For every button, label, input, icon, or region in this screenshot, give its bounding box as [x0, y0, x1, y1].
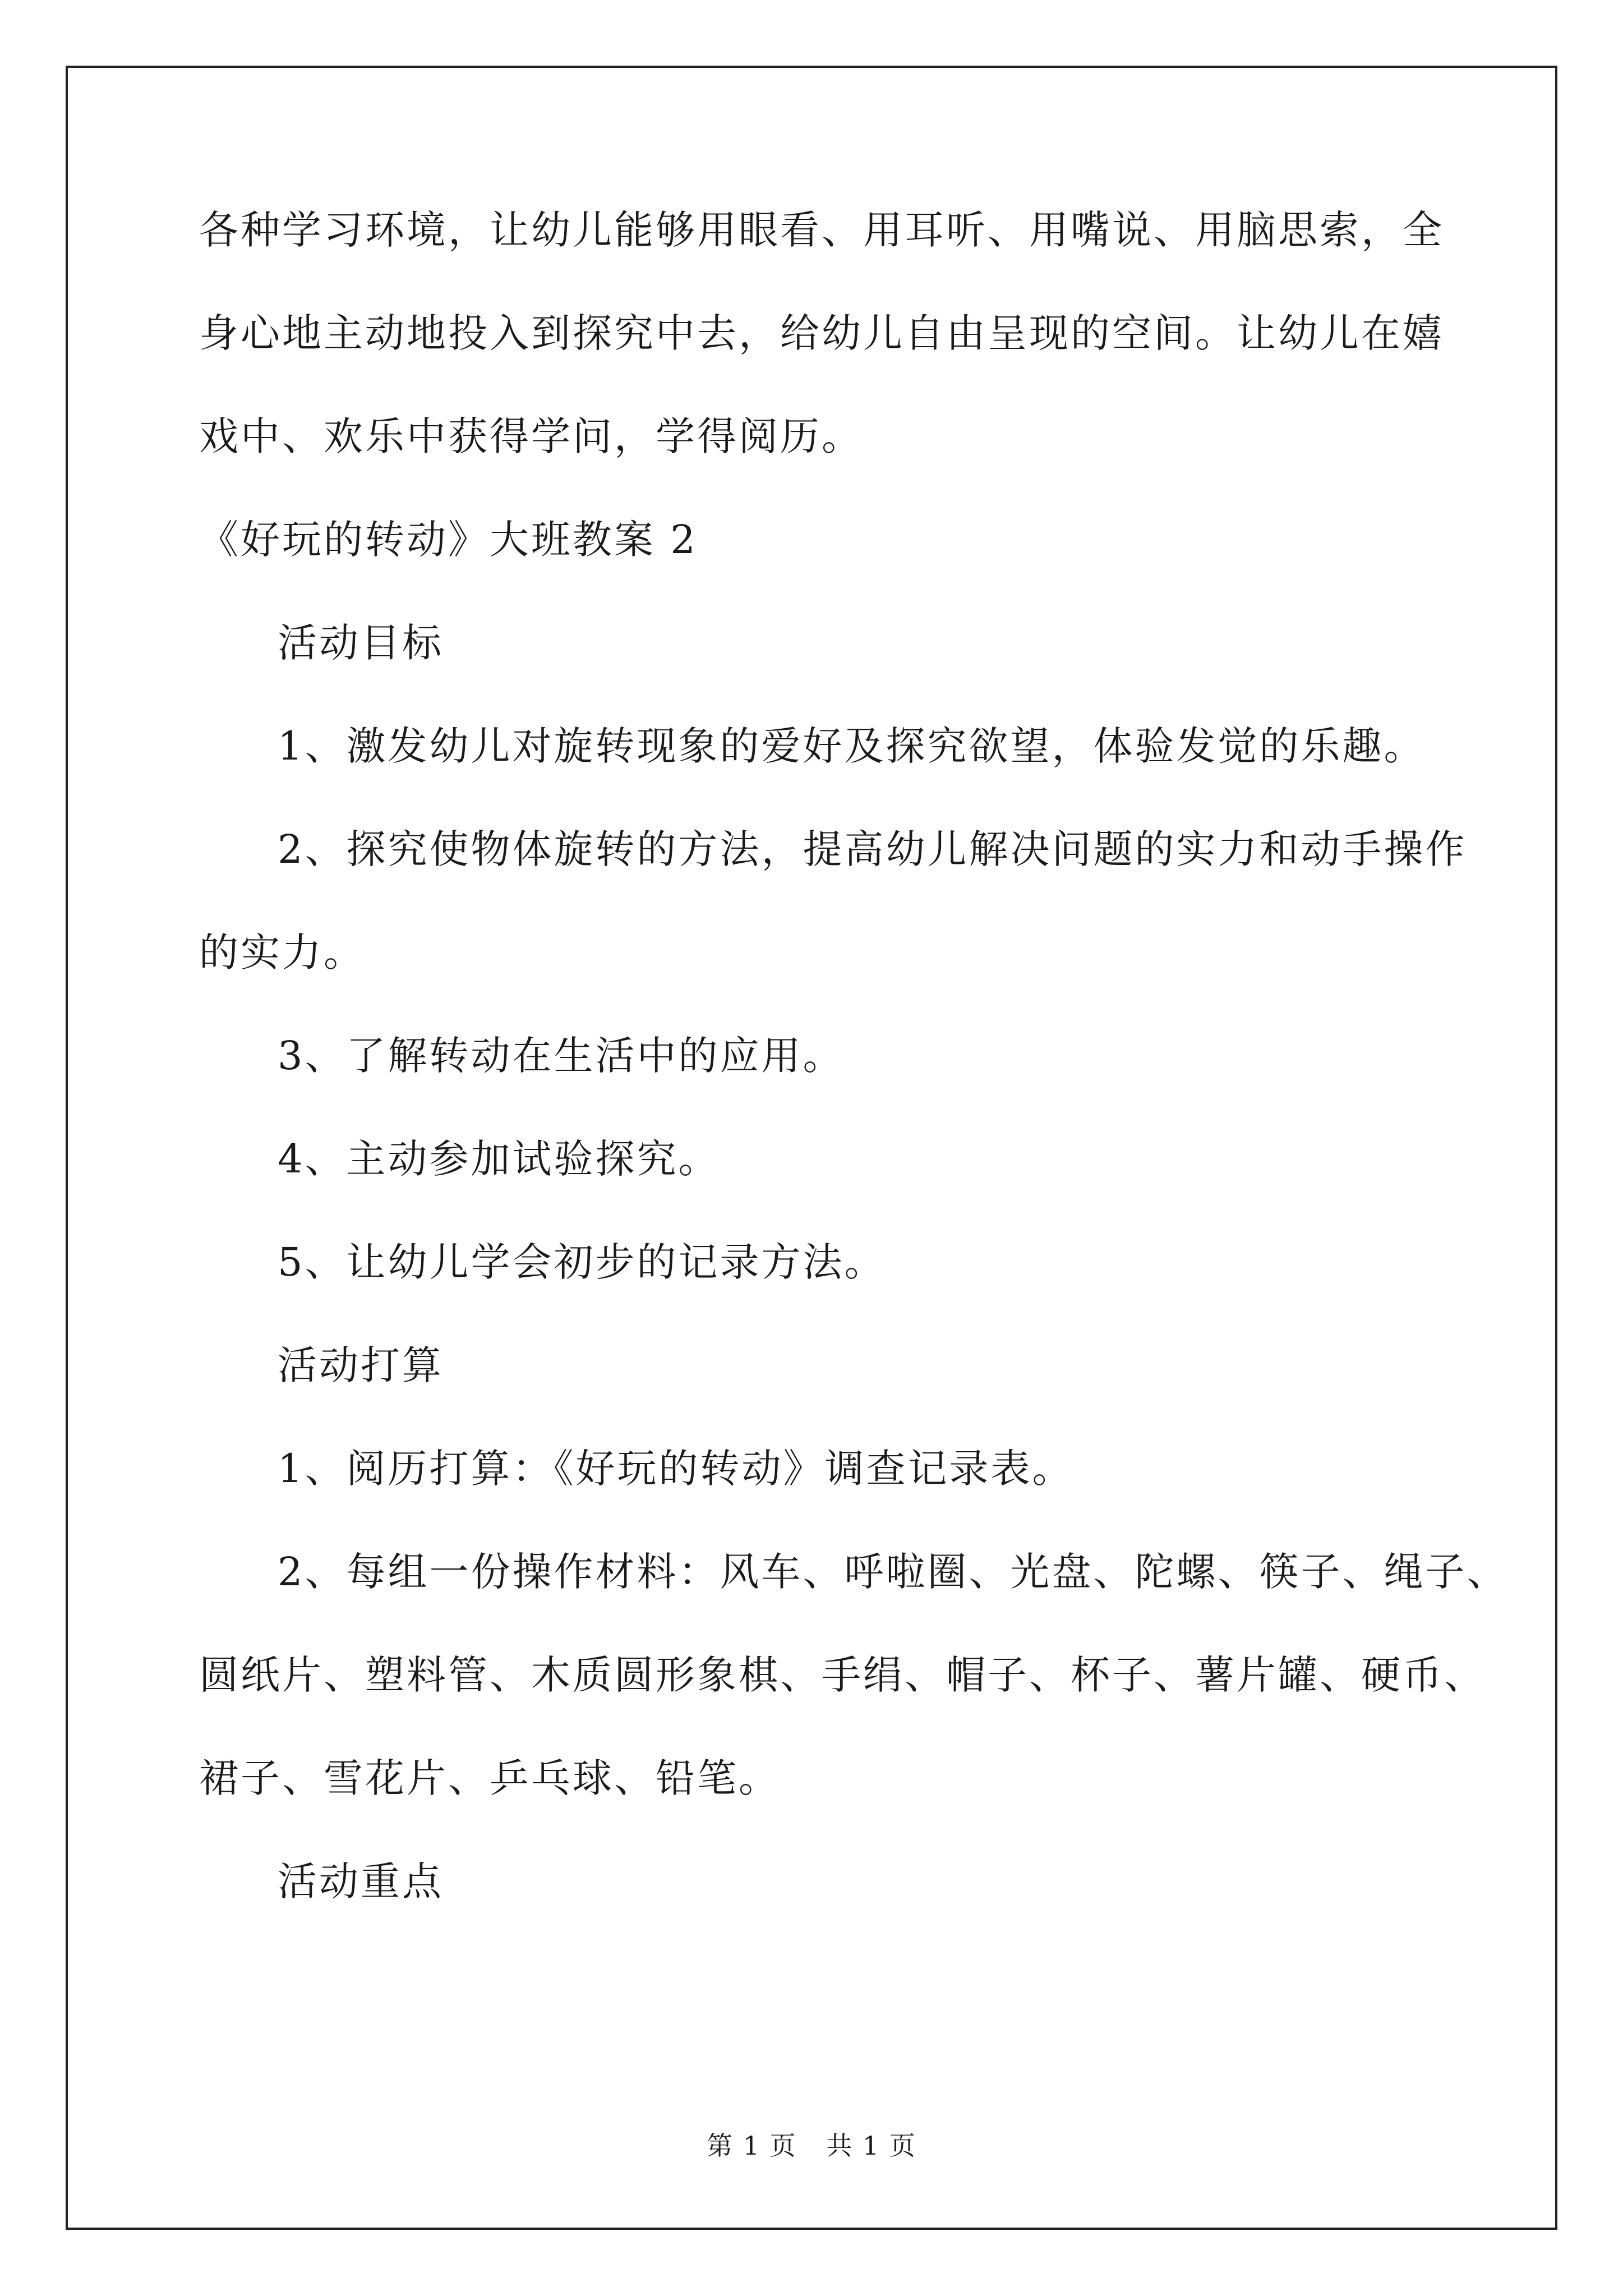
list-item-continuation: 裙子、雪花片、乒乓球、铅笔。 — [199, 1755, 780, 1801]
list-item: 3、了解转动在生活中的应用。 — [278, 1033, 845, 1079]
paragraph-line: 各种学习环境，让幼儿能够用眼看、用耳听、用嘴说、用脑思索，全 — [199, 207, 1444, 253]
list-item-continuation: 的实力。 — [199, 930, 365, 976]
list-item: 1、阅历打算：《好玩的转动》调查记录表。 — [278, 1446, 1074, 1492]
heading-activity-focus: 活动重点 — [278, 1858, 444, 1904]
paragraph-line: 戏中、欢乐中获得学问，学得阅历。 — [199, 413, 863, 459]
paragraph-line: 身心地主动地投入到探究中去，给幼儿自由呈现的空间。让幼儿在嬉 — [199, 310, 1444, 356]
page-number: 第 1 页 — [707, 2131, 797, 2161]
page-footer — [0, 2129, 1623, 2162]
document-body — [199, 202, 1509, 1910]
list-item: 1、激发幼儿对旋转现象的爱好及探究欲望，体验发觉的乐趣。 — [278, 723, 1426, 769]
heading-activity-preparation: 活动打算 — [278, 1342, 444, 1388]
list-item: 2、每组一份操作材料：风车、呼啦圈、光盘、陀螺、筷子、绳子、 — [278, 1549, 1509, 1595]
heading-activity-goals: 活动目标 — [278, 620, 444, 666]
list-item: 5、让幼儿学会初步的记录方法。 — [278, 1239, 886, 1285]
section-title: 《好玩的转动》大班教案 2 — [199, 517, 698, 563]
list-item-continuation: 圆纸片、塑料管、木质圆形象棋、手绢、帽子、杯子、薯片罐、硬币、 — [199, 1652, 1486, 1698]
list-item: 2、探究使物体旋转的方法，提高幼儿解决问题的实力和动手操作 — [278, 826, 1467, 872]
page-total: 共 1 页 — [826, 2131, 916, 2161]
list-item: 4、主动参加试验探究。 — [278, 1136, 720, 1182]
